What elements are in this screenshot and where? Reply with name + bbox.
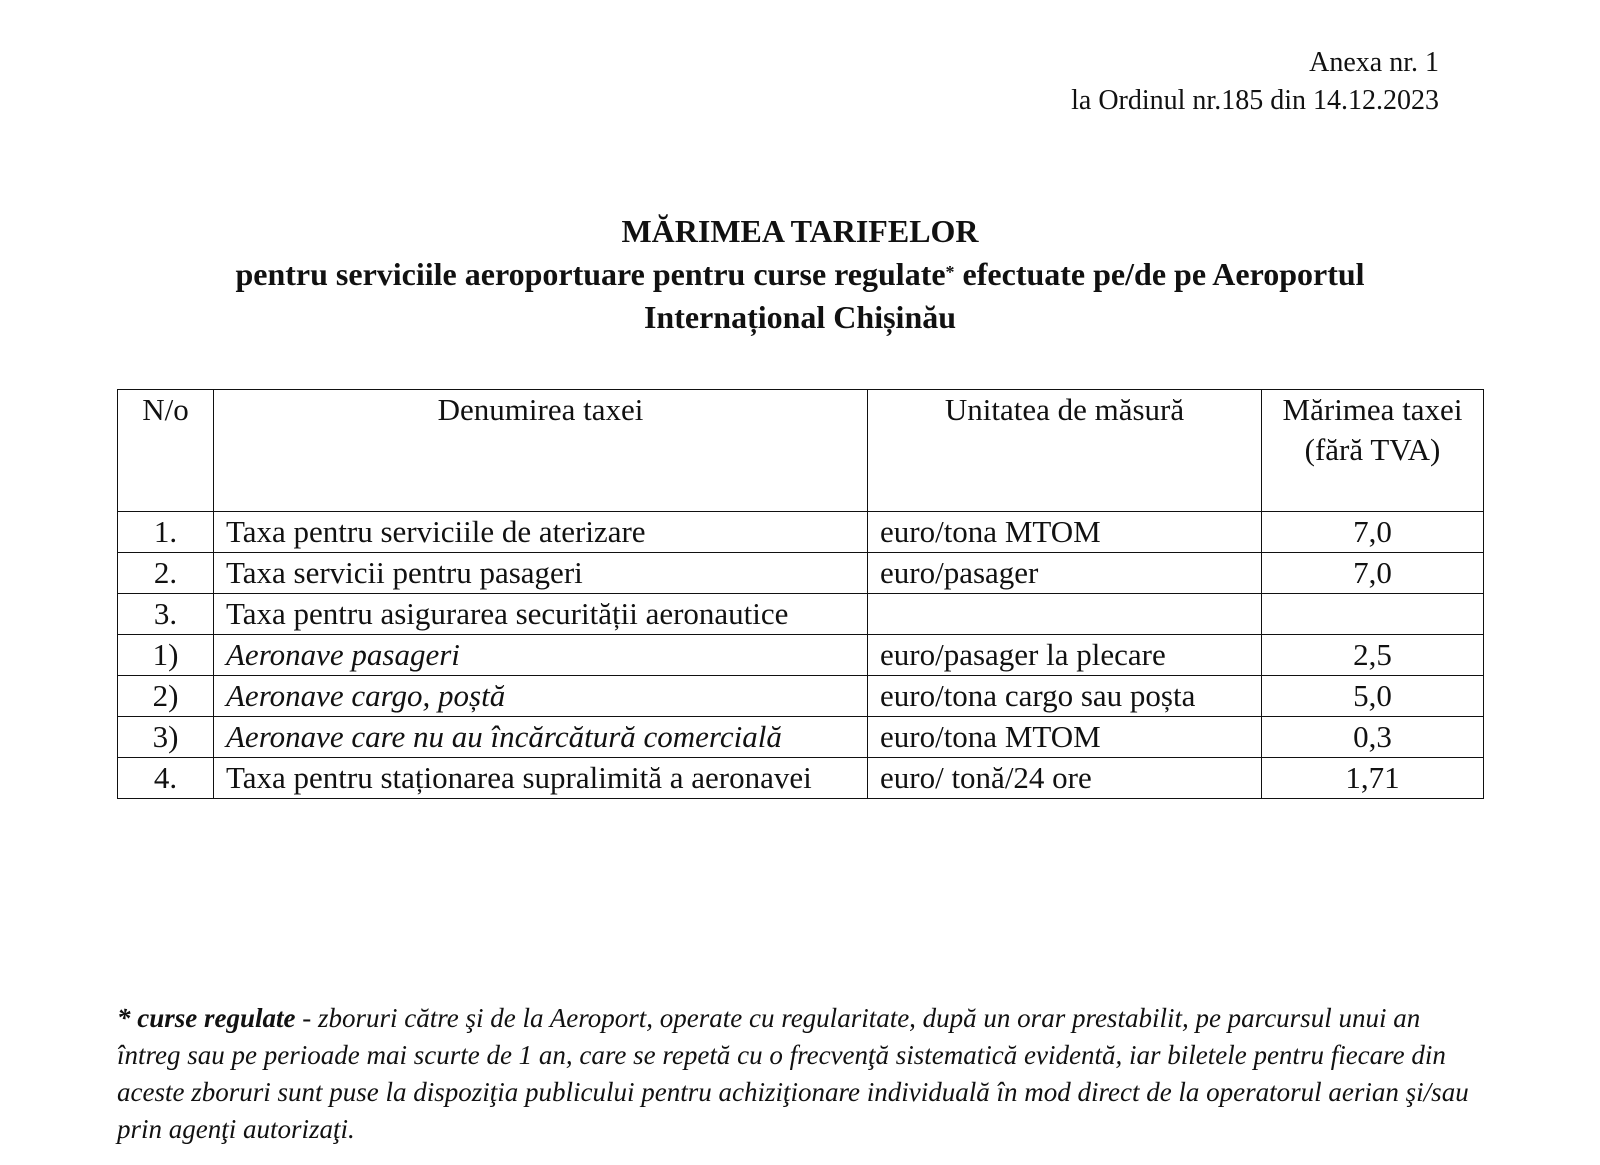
fee-name: Aeronave cargo, poștă [214,676,868,717]
fee-amount: 7,0 [1262,553,1484,594]
fee-unit: euro/tona cargo sau poșta [868,676,1262,717]
annex-reference [1071,44,1439,120]
subtitle-part-b: efectuate pe/de pe Aeroportul [954,256,1365,292]
fee-amount: 2,5 [1262,635,1484,676]
row-number: 1) [118,635,214,676]
document-subtitle-line2: Internațional Chișinău [643,299,957,335]
document-title-block [0,210,1600,339]
fee-amount: 7,0 [1262,512,1484,553]
fee-amount [1262,594,1484,635]
fee-name: Taxa pentru asigurarea securității aeronautice [214,594,868,635]
row-number: 3) [118,717,214,758]
fee-unit: euro/tona MTOM [868,512,1262,553]
fees-table [117,389,1484,799]
fee-unit: euro/pasager la plecare [868,635,1262,676]
fee-unit: euro/tona MTOM [868,717,1262,758]
header-number: N/o [118,390,214,512]
fee-name: Taxa pentru staționarea supralimită a aeronavei [214,758,868,799]
table-row [118,717,1484,758]
header-unit: Unitatea de măsură [868,390,1262,512]
order-reference: la Ordinul nr.185 din 14.12.2023 [1071,85,1439,116]
table-row [118,512,1484,553]
fee-name: Aeronave care nu au încărcătură comercială [214,717,868,758]
document-title: MĂRIMEA TARIFELOR [621,213,979,249]
fee-unit [868,594,1262,635]
row-number: 4. [118,758,214,799]
header-fee-amount: Mărimea taxei (fără TVA) [1262,390,1484,512]
fee-name: Taxa pentru serviciile de aterizare [214,512,868,553]
footnote [117,1000,1483,1148]
table-row [118,553,1484,594]
fee-amount: 0,3 [1262,717,1484,758]
row-number: 1. [118,512,214,553]
header-fee-name: Denumirea taxei [214,390,868,512]
fee-amount: 5,0 [1262,676,1484,717]
annex-number: Anexa nr. 1 [1309,47,1439,78]
fee-unit: euro/ tonă/24 ore [868,758,1262,799]
fee-name: Taxa servicii pentru pasageri [214,553,868,594]
table-row [118,676,1484,717]
row-number: 2) [118,676,214,717]
table-row [118,635,1484,676]
table-header-row [118,390,1484,512]
fee-name: Aeronave pasageri [214,635,868,676]
row-number: 2. [118,553,214,594]
table-row [118,758,1484,799]
footnote-term: * curse regulate [117,1003,296,1033]
document-subtitle-line1 [0,253,1600,296]
fee-unit: euro/pasager [868,553,1262,594]
table-row [118,594,1484,635]
fee-amount: 1,71 [1262,758,1484,799]
row-number: 3. [118,594,214,635]
footnote-mark: * [945,262,955,282]
footnote-text: - zboruri către şi de la Aeroport, operate cu regularitate, după un orar prestabilit, pe parcursul unui an întreg sau pe perioade mai scurte de 1 an, care se repetă cu o frecvenţă sistematică evidentă, iar biletele pentru fiecare din aceste zboruri sunt puse la dispoziţia publicului pentru achiziţionare individuală în mod direct de la operatorul aerian şi/sau prin agenţi autorizaţi. [117,1003,1469,1144]
subtitle-part-a: pentru serviciile aeroportuare pentru curse regulate [235,256,946,292]
